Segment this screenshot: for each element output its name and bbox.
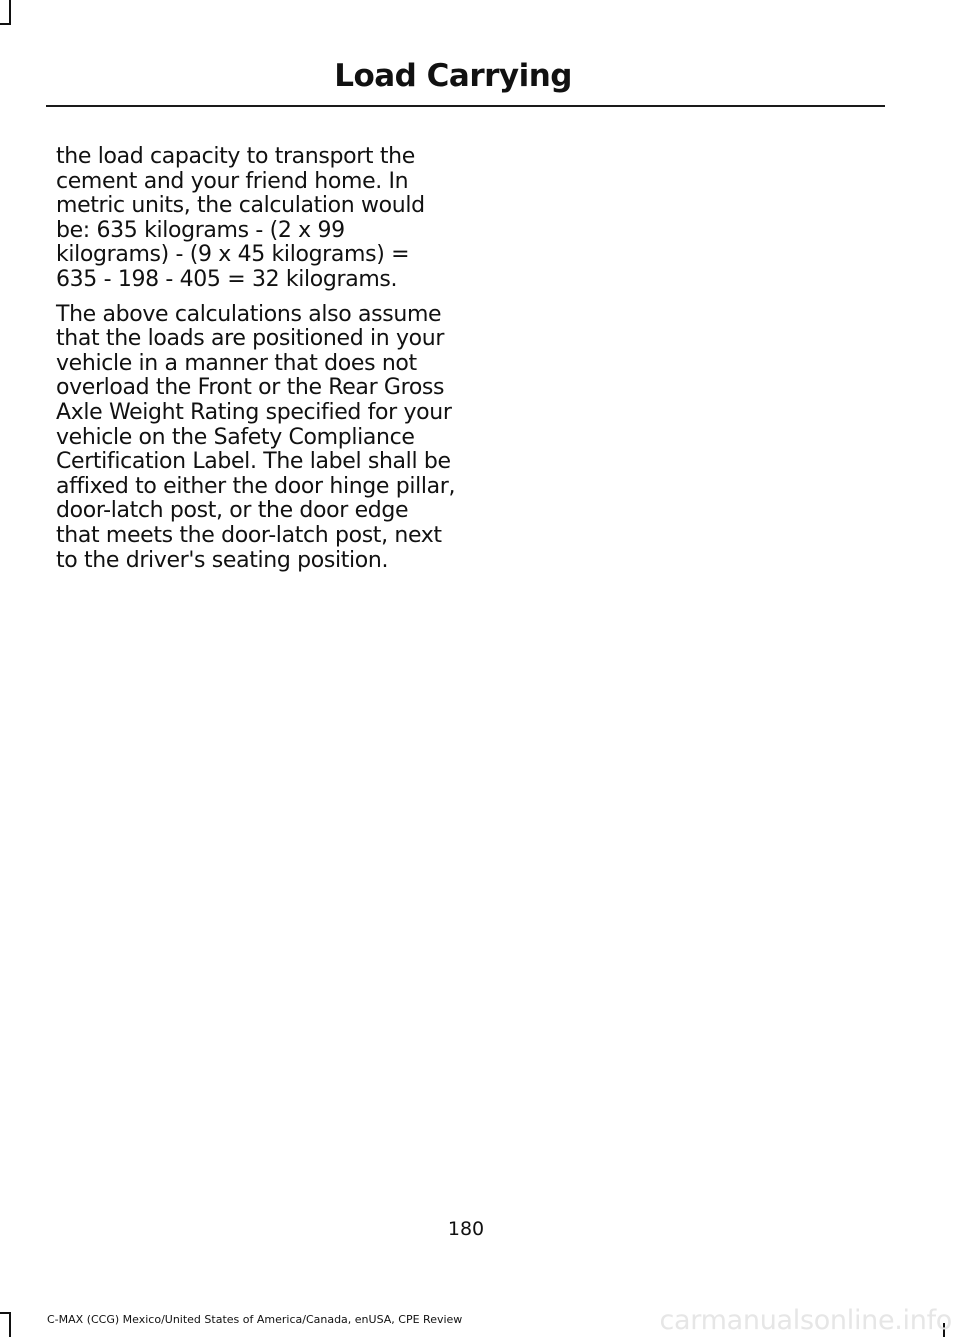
watermark: carmanualsonline.info — [659, 1305, 952, 1336]
body-paragraph: the load capacity to transport the cement and your friend home. In metric units, the calculation would be: 635 kilograms - (2 x 99 kilograms) - (9 x 45 kilograms) = 635 - 198 - 405 = 32 kilograms. — [56, 144, 425, 292]
section-title: Load Carrying — [334, 58, 572, 94]
body-paragraph: The above calculations also assume that the loads are positioned in your vehicle in a manner that does not overload the Front or the Rear Gross Axle Weight Rating specified for your vehicle on the Safety Compliance Certification Label. The label shall be affixed to either the door hinge pillar, door-latch post, or the door edge that meets the door-latch post, next to the driver's seating position. — [56, 301, 456, 573]
body-text-column — [56, 145, 456, 583]
crop-mark-top-left-horizontal — [0, 23, 11, 25]
crop-mark-top-left-vertical — [9, 0, 11, 24]
header-divider — [46, 105, 885, 107]
document-info: C-MAX (CCG) Mexico/United States of America/Canada, enUSA, CPE Review — [47, 1313, 463, 1326]
crop-mark-bottom-left-horizontal — [0, 1312, 11, 1314]
page-number: 180 — [447, 1218, 485, 1240]
crop-mark-bottom-left-vertical — [9, 1313, 11, 1337]
